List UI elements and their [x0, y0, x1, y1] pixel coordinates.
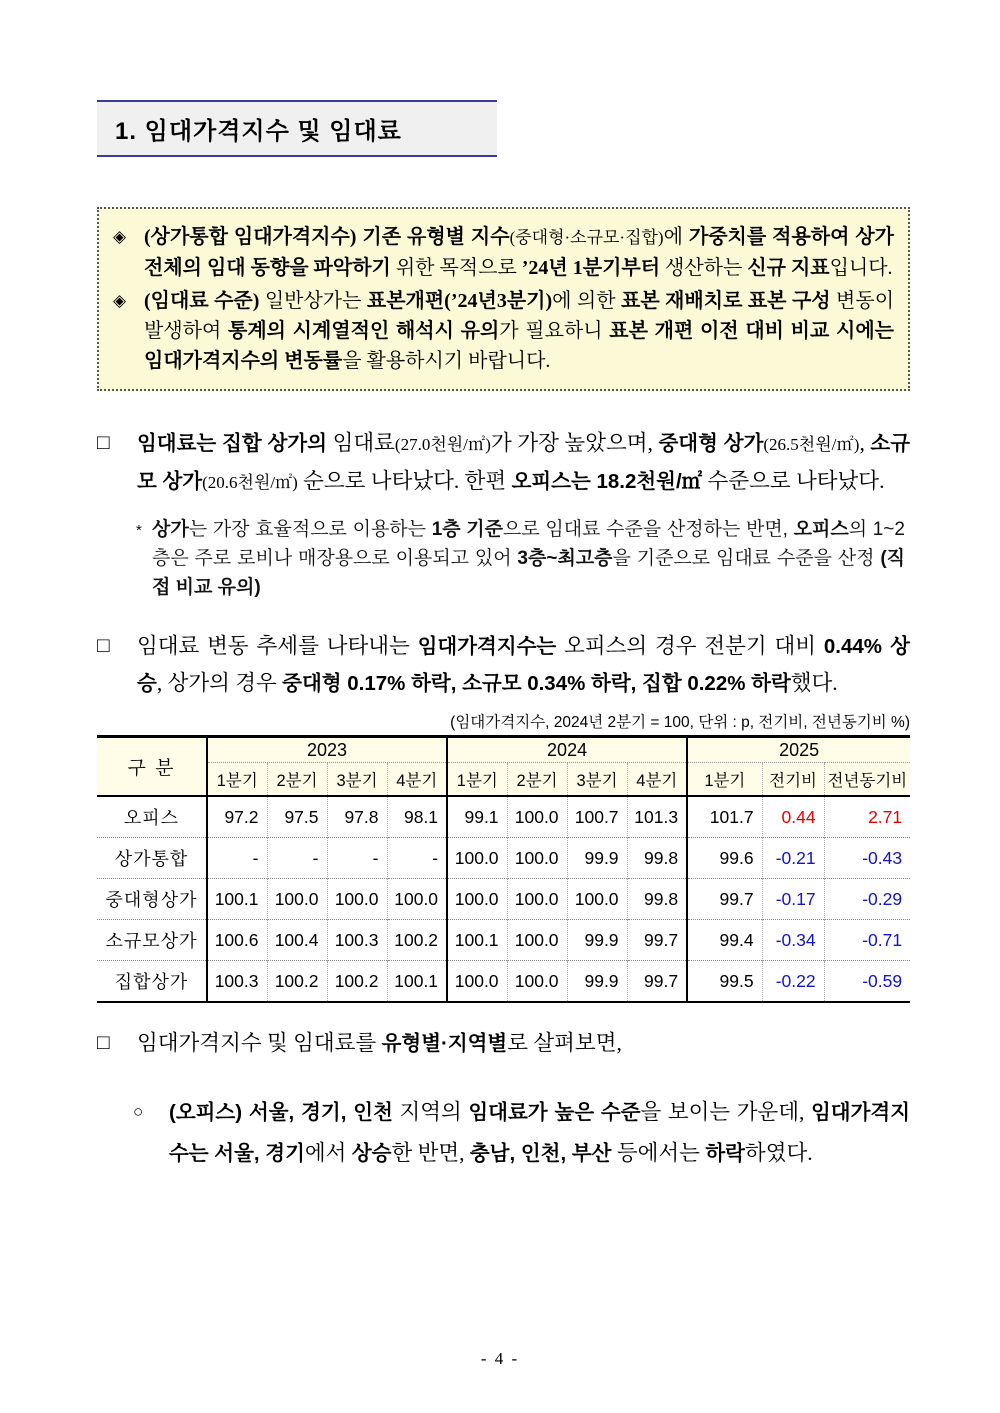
value-cell: 100.1 — [447, 920, 507, 961]
quarter-header-cell: 1분기 — [687, 763, 762, 797]
paragraph-by-type-region — [97, 1025, 910, 1062]
row-label-cell: 소규모상가 — [97, 920, 207, 961]
value-cell: 100.0 — [327, 879, 387, 920]
value-cell: -0.59 — [824, 961, 910, 1003]
value-cell: - — [267, 838, 327, 879]
value-cell: 100.0 — [387, 879, 447, 920]
value-cell: - — [387, 838, 447, 879]
value-cell: 101.3 — [627, 796, 687, 838]
diamond-bullet-icon: ◈ — [113, 291, 127, 310]
value-cell: 100.0 — [507, 879, 567, 920]
value-cell: 100.3 — [207, 961, 267, 1003]
paragraph-text: 임대가격지수 및 임대료를 유형별·지역별로 살펴보면, — [137, 1031, 622, 1055]
value-cell: -0.17 — [762, 879, 824, 920]
value-cell: -0.29 — [824, 879, 910, 920]
quarter-header-cell: 전기비 — [762, 763, 824, 797]
value-cell: 100.3 — [327, 920, 387, 961]
square-bullet-icon: □ — [97, 633, 110, 657]
value-cell: 98.1 — [387, 796, 447, 838]
value-cell: 99.4 — [687, 920, 762, 961]
value-cell: 100.2 — [387, 920, 447, 961]
square-bullet-icon: □ — [97, 1030, 110, 1054]
year-header-cell: 2024 — [447, 737, 687, 763]
notice-item — [111, 286, 894, 376]
value-cell: 99.6 — [687, 838, 762, 879]
value-cell: -0.22 — [762, 961, 824, 1003]
value-cell: - — [207, 838, 267, 879]
value-cell: 100.1 — [387, 961, 447, 1003]
value-cell: 0.44 — [762, 796, 824, 838]
quarter-header-cell: 1분기 — [447, 763, 507, 797]
value-cell: - — [327, 838, 387, 879]
index-table — [97, 735, 910, 1003]
paragraph-index-change — [97, 628, 910, 702]
value-cell: 100.1 — [207, 879, 267, 920]
value-cell: 97.2 — [207, 796, 267, 838]
footnote-text: 상가는 가장 효율적으로 이용하는 1층 기준으로 임대료 수준을 산정하는 반면, 오피스의 1~2층은 주로 로비나 매장용으로 이용되고 있어 3층~최고층을 기준으로 임대료 수준을 산정 (직접 비교 유의) — [152, 519, 906, 598]
section-title — [97, 100, 497, 157]
quarter-header-cell: 3분기 — [327, 763, 387, 797]
value-cell: 100.0 — [267, 879, 327, 920]
year-header-cell: 2025 — [687, 737, 910, 763]
square-bullet-icon: □ — [97, 430, 110, 454]
value-cell: 97.5 — [267, 796, 327, 838]
value-cell: 100.0 — [447, 961, 507, 1003]
value-cell: 100.6 — [207, 920, 267, 961]
value-cell: 97.8 — [327, 796, 387, 838]
value-cell: -0.34 — [762, 920, 824, 961]
value-cell: 99.7 — [687, 879, 762, 920]
value-cell: 100.2 — [327, 961, 387, 1003]
asterisk-marker: * — [136, 522, 142, 539]
quarter-header-cell: 4분기 — [387, 763, 447, 797]
value-cell: 99.8 — [627, 838, 687, 879]
value-cell: 100.0 — [447, 879, 507, 920]
value-cell: 100.0 — [567, 879, 627, 920]
value-cell: 100.0 — [447, 838, 507, 879]
diamond-bullet-icon: ◈ — [113, 227, 127, 246]
table-caption: (임대가격지수, 2024년 2분기 = 100, 단위 : p, 전기비, 전년동기비 %) — [450, 714, 910, 731]
row-label-cell: 집합상가 — [97, 961, 207, 1003]
notice-item — [111, 222, 894, 283]
footnote-floor-basis — [130, 515, 905, 602]
value-cell: 100.0 — [507, 838, 567, 879]
row-label-cell: 상가통합 — [97, 838, 207, 879]
quarter-header-cell: 2분기 — [267, 763, 327, 797]
value-cell: 2.71 — [824, 796, 910, 838]
value-cell: -0.43 — [824, 838, 910, 879]
table-row — [97, 879, 910, 920]
page-number: - 4 - — [480, 1349, 520, 1368]
quarter-header-cell: 전년동기비 — [824, 763, 910, 797]
value-cell: 100.0 — [507, 961, 567, 1003]
section-title-label: 1. 임대가격지수 및 임대료 — [115, 118, 402, 145]
notice-text: (임대료 수준) 일반상가는 표본개편(’24년3분기)에 의한 표본 재배치로 표본 구성 변동이 발생하여 통계의 시계열적인 해석시 유의가 필요하니 표본 개편 이전 대비 비교 시에는 임대가격지수의 변동률을 활용하시기 바랍니다. — [144, 290, 895, 372]
value-cell: 99.7 — [627, 961, 687, 1003]
circle-bullet-icon: ○ — [133, 1102, 144, 1121]
value-cell: -0.71 — [824, 920, 910, 961]
value-cell: 100.7 — [567, 796, 627, 838]
value-cell: -0.21 — [762, 838, 824, 879]
paragraph-text: (오피스) 서울, 경기, 인천 지역의 임대료가 높은 수준을 보이는 가운데, 임대가격지수는 서울, 경기에서 상승한 반면, 충남, 인천, 부산 등에서는 하락하였다. — [169, 1100, 910, 1165]
quarter-header-cell: 3분기 — [567, 763, 627, 797]
paragraph-office-regions — [131, 1092, 910, 1174]
table-row — [97, 838, 910, 879]
notice-box — [97, 207, 910, 391]
value-cell: 101.7 — [687, 796, 762, 838]
paragraph-text: 임대료 변동 추세를 나타내는 임대가격지수는 오피스의 경우 전분기 대비 0.44% 상승, 상가의 경우 중대형 0.17% 하락, 소규모 0.34% 하락, 집합 0.22% 하락했다. — [137, 634, 910, 695]
year-header-cell: 2023 — [207, 737, 447, 763]
quarter-header-cell: 1분기 — [207, 763, 267, 797]
table-corner-cell: 구 분 — [97, 737, 207, 797]
value-cell: 100.0 — [507, 796, 567, 838]
value-cell: 99.8 — [627, 879, 687, 920]
value-cell: 100.0 — [507, 920, 567, 961]
value-cell: 99.5 — [687, 961, 762, 1003]
paragraph-text: 임대료는 집합 상가의 임대료(27.0천원/㎡)가 가장 높았으며, 중대형 상가(26.5천원/㎡), 소규모 상가(20.6천원/㎡) 순으로 나타났다. 한편 오피스는 18.2천원/㎡ 수준으로 나타났다. — [137, 431, 910, 493]
row-label-cell: 중대형상가 — [97, 879, 207, 920]
paragraph-rent-level — [97, 425, 910, 501]
notice-text: (상가통합 임대가격지수) 기존 유형별 지수(중대형·소규모·집합)에 가중치를 적용하여 상가 전체의 임대 동향을 파악하기 위한 목적으로 ’24년 1분기부터 생산하는 신규 지표입니다. — [144, 226, 894, 279]
table-row — [97, 796, 910, 838]
value-cell: 99.9 — [567, 838, 627, 879]
table-row — [97, 920, 910, 961]
value-cell: 99.9 — [567, 920, 627, 961]
value-cell: 100.2 — [267, 961, 327, 1003]
quarter-header-cell: 4분기 — [627, 763, 687, 797]
quarter-header-cell: 2분기 — [507, 763, 567, 797]
value-cell: 99.1 — [447, 796, 507, 838]
row-label-cell: 오피스 — [97, 796, 207, 838]
value-cell: 100.4 — [267, 920, 327, 961]
value-cell: 99.7 — [627, 920, 687, 961]
value-cell: 99.9 — [567, 961, 627, 1003]
table-row — [97, 961, 910, 1003]
